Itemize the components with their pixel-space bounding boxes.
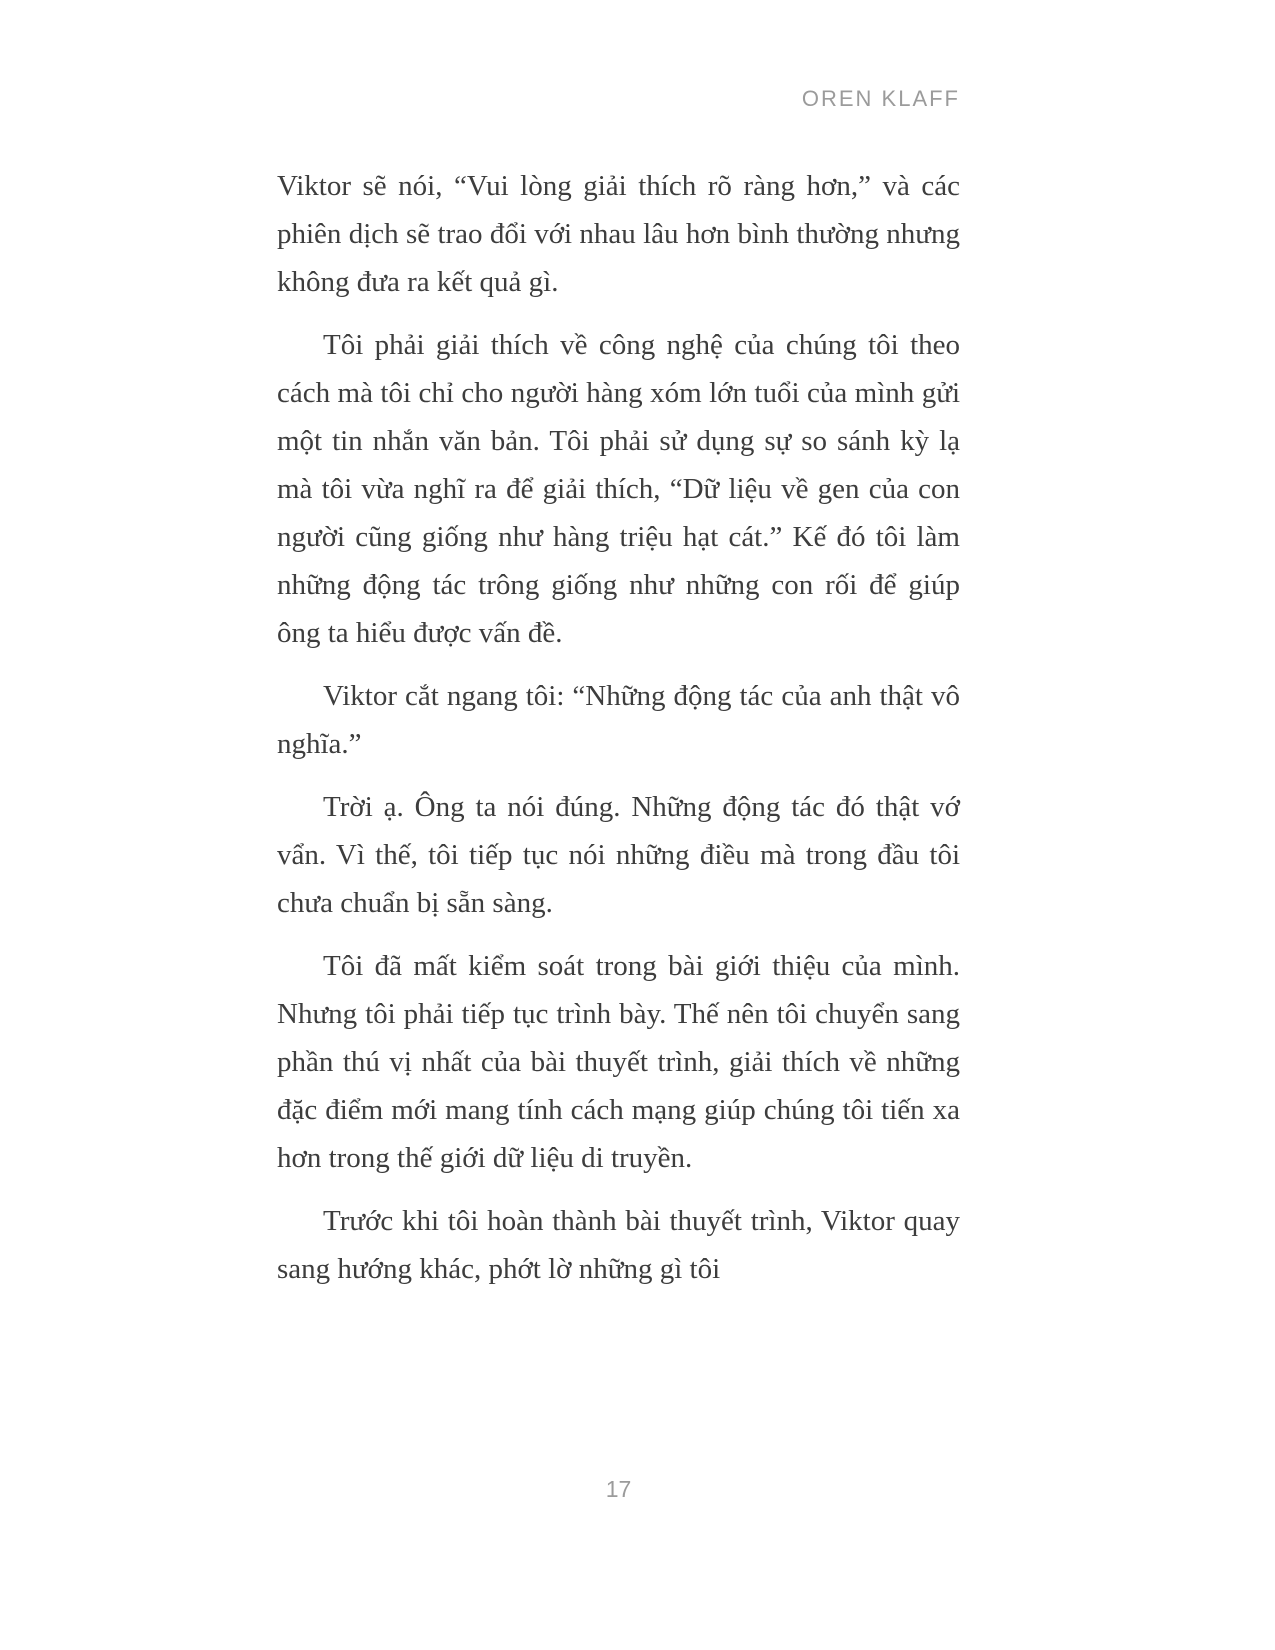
paragraph: Tôi phải giải thích về công nghệ của chúng tôi theo cách mà tôi chỉ cho người hàng xóm lớn tuổi của mình gửi một tin nhắn văn bản. Tôi phải sử dụng sự so sánh kỳ lạ mà tôi vừa nghĩ ra để giải thích, “Dữ liệu về gen của con người cũng giống như hàng triệu hạt cát.” Kế đó tôi làm những động tác trông giống như những con rối để giúp ông ta hiểu được vấn đề. — [277, 329, 960, 649]
page-body — [277, 162, 960, 1308]
page-number: 17 — [605, 1476, 632, 1502]
paragraph: Viktor sẽ nói, “Vui lòng giải thích rõ ràng hơn,” và các phiên dịch sẽ trao đổi với nhau lâu hơn bình thường nhưng không đưa ra kết quả gì. — [277, 170, 960, 298]
running-header-text: OREN KLAFF — [801, 86, 960, 111]
paragraph: Trước khi tôi hoàn thành bài thuyết trình, Viktor quay sang hướng khác, phớt lờ những gì tôi — [277, 1205, 960, 1285]
paragraph: Viktor cắt ngang tôi: “Những động tác của anh thật vô nghĩa.” — [277, 680, 960, 760]
running-header — [277, 86, 960, 112]
paragraph: Tôi đã mất kiểm soát trong bài giới thiệu của mình. Nhưng tôi phải tiếp tục trình bày. Thế nên tôi chuyển sang phần thú vị nhất của bài thuyết trình, giải thích về những đặc điểm mới mang tính cách mạng giúp chúng tôi tiến xa hơn trong thế giới dữ liệu di truyền. — [277, 950, 960, 1174]
paragraph: Trời ạ. Ông ta nói đúng. Những động tác đó thật vớ vẩn. Vì thế, tôi tiếp tục nói những điều mà trong đầu tôi chưa chuẩn bị sẵn sàng. — [277, 791, 960, 919]
